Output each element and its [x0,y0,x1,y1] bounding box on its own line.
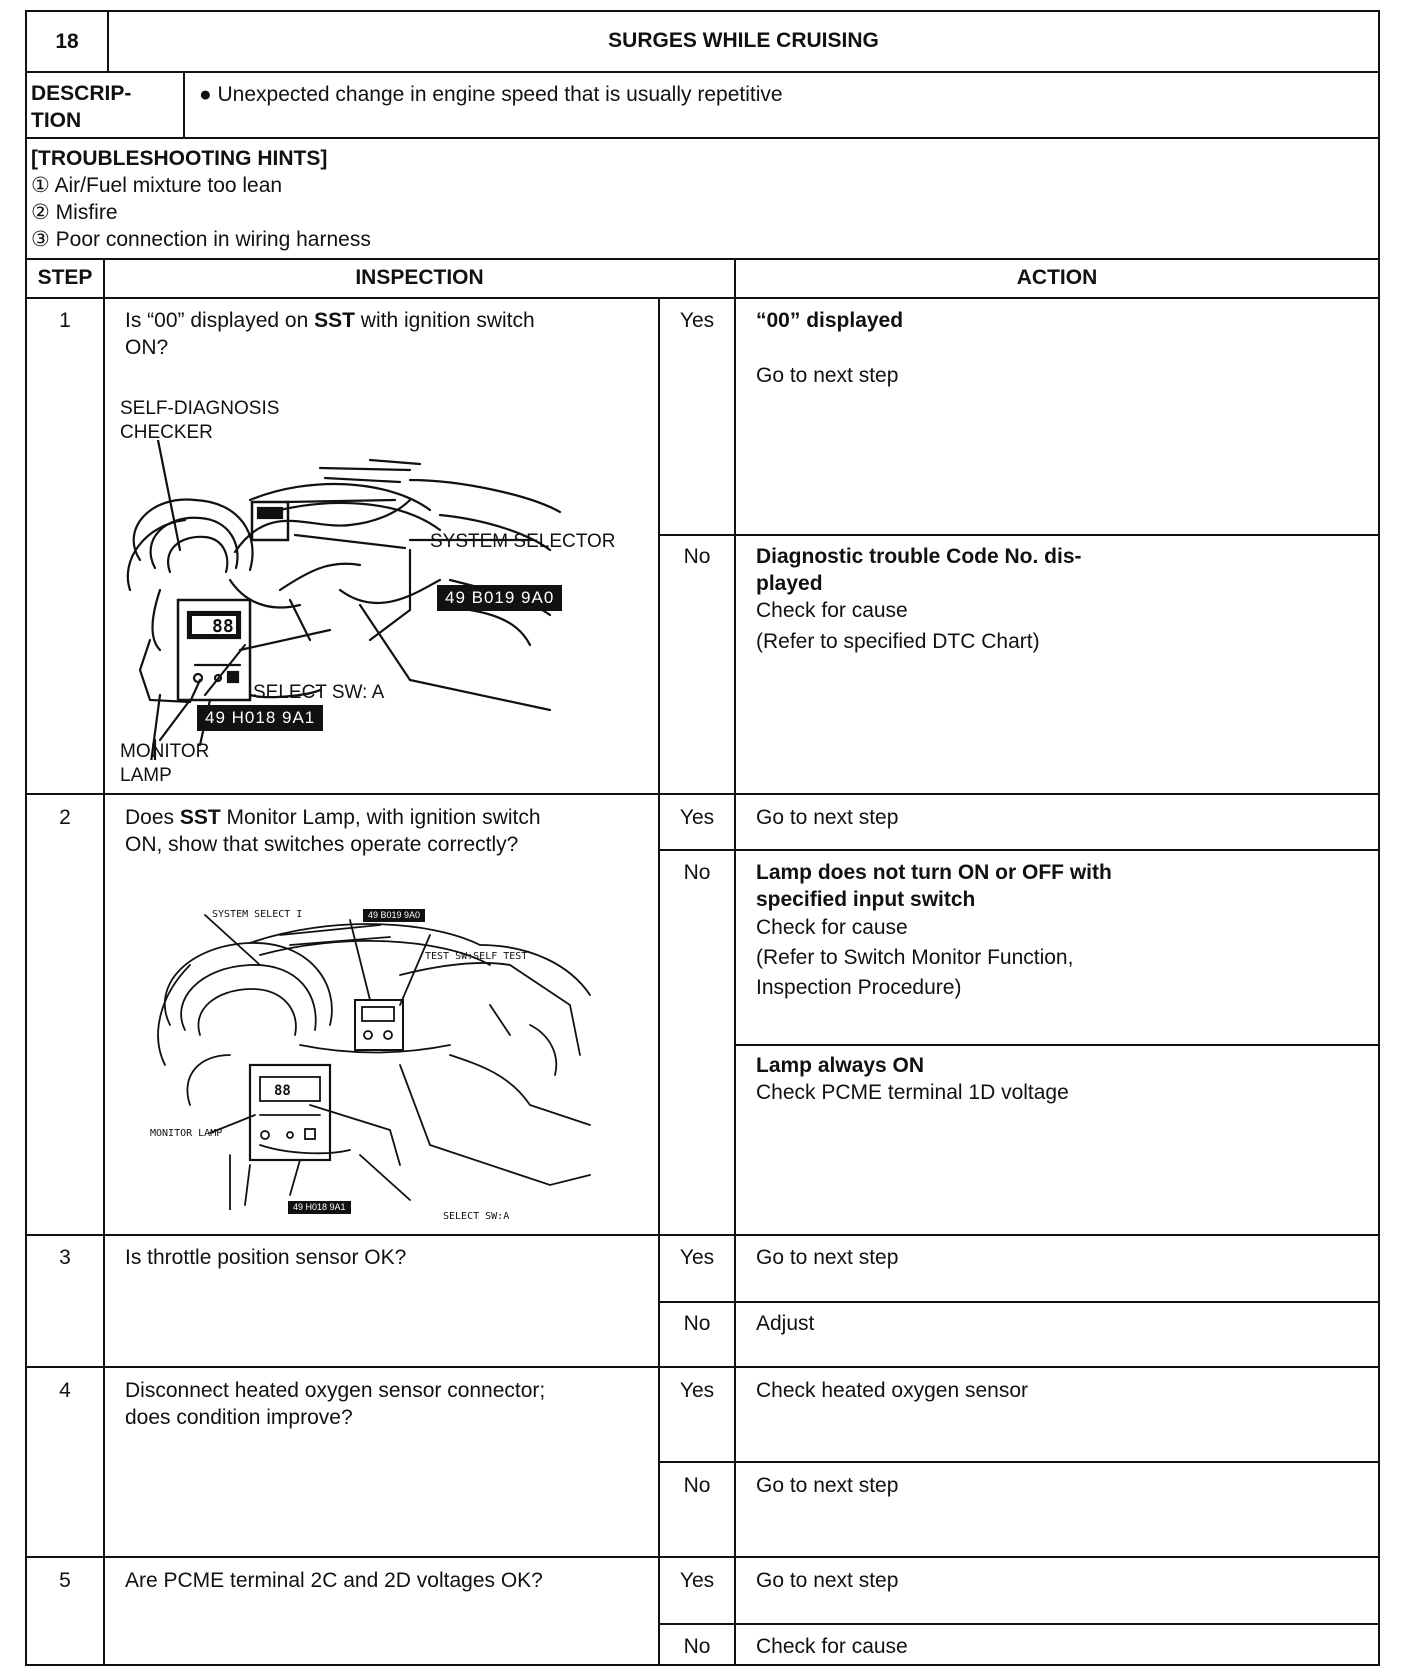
grid-line [25,1664,1380,1666]
label-system-select: SYSTEM SELECT I [212,909,303,920]
column-header-action: ACTION [1016,266,1098,289]
action-yes-text: Check heated oxygen sensor [756,1379,1029,1402]
label-monitor-lamp: LAMP [120,765,172,786]
grid-line [25,1234,1380,1236]
label-self-diagnosis-checker: SELF-DIAGNOSIS [120,398,280,419]
action-no-title: Lamp does not turn ON or OFF with [756,861,1112,884]
action-no-title: specified input switch [756,888,976,911]
grid-line [25,297,1380,299]
no-label: No [683,1312,711,1335]
checker-display-readout: 88 [212,616,234,637]
grid-line [658,1461,1380,1463]
inspection-text: Does [125,806,180,829]
procedure-number: 18 [55,30,79,53]
step-inspection: Are PCME terminal 2C and 2D voltages OK? [125,1569,543,1592]
part-number-checker: 49 H018 9A1 [197,705,323,731]
inspection-text: Monitor Lamp, with ignition switch [220,806,541,829]
hint-item: ① Air/Fuel mixture too lean [31,174,283,197]
label-monitor-lamp: MONITOR [120,741,210,762]
label-monitor-lamp: MONITOR LAMP [150,1128,223,1139]
grid-line [25,258,1380,260]
grid-line [25,793,1380,795]
label-system-selector: SYSTEM SELECTOR [430,531,616,552]
yes-label: Yes [679,1569,715,1592]
action-no-text: Check for cause [756,1635,908,1658]
step-inspection-line2: ON? [125,336,169,359]
engine-bay-illustration [110,440,655,760]
hint-item: ② Misfire [31,201,118,224]
grid-line [658,534,1380,536]
action-no-text: (Refer to Switch Monitor Function, [756,946,1074,969]
action-no-text: Check for cause [756,599,908,622]
inspection-sst: SST [314,309,355,332]
action-no-text: Check for cause [756,916,908,939]
description-label-line2: TION [31,109,82,132]
action-yes-text: Go to next step [756,1569,899,1592]
action-no-title: played [756,572,823,595]
column-header-inspection: INSPECTION [355,266,484,289]
yes-label: Yes [679,309,715,332]
action-no-text: (Refer to specified DTC Chart) [756,630,1040,653]
step-inspection [125,307,535,334]
label-select-switch: SELECT SW: A [253,682,385,703]
grid-line [658,849,1380,851]
grid-line [25,10,1380,12]
action-yes-text: Go to next step [756,1246,899,1269]
grid-line [658,1301,1380,1303]
action-extra-text: Check PCME terminal 1D voltage [756,1081,1069,1104]
grid-line [183,71,185,138]
no-label: No [683,545,711,568]
part-number-system-selector: 49 B019 9A0 [363,909,425,922]
action-extra-title: Lamp always ON [756,1054,925,1077]
part-number-checker: 49 H018 9A1 [288,1201,351,1214]
label-select-switch: SELECT SW:A [443,1211,510,1222]
no-label: No [683,1474,711,1497]
checker-display-readout: 88 [274,1083,291,1099]
grid-line [25,1556,1380,1558]
no-label: No [683,1635,711,1658]
step-inspection-line2: does condition improve? [125,1406,353,1429]
grid-line [734,258,736,1666]
action-no-text: Adjust [756,1312,815,1335]
step-number: 3 [59,1246,71,1269]
no-label: No [683,861,711,884]
step-number: 2 [59,806,71,829]
step-inspection: Disconnect heated oxygen sensor connector; [125,1379,546,1402]
page-title: SURGES WHILE CRUISING [608,29,879,52]
column-header-step: STEP [37,266,93,289]
step-number: 4 [59,1379,71,1402]
grid-line [103,258,105,1666]
step-number: 1 [59,309,71,332]
inspection-text: with ignition switch [354,309,535,332]
grid-line [25,71,1380,73]
engine-bay-illustration [150,905,620,1210]
step-inspection [125,804,541,831]
yes-label: Yes [679,806,715,829]
description-text: ● Unexpected change in engine speed that is usually repetitive [199,83,783,106]
description-label-line1: DESCRIP- [31,82,132,105]
grid-line [25,1366,1380,1368]
action-no-text: Go to next step [756,1474,899,1497]
label-self-diagnosis-checker: CHECKER [120,422,213,443]
action-yes-text: Go to next step [756,364,899,387]
grid-line [658,1623,1380,1625]
grid-line [25,137,1380,139]
grid-line [734,1044,1380,1046]
step-inspection: Is throttle position sensor OK? [125,1246,407,1269]
label-test-switch: TEST SW:SELF TEST [425,951,528,962]
action-no-text: Inspection Procedure) [756,976,962,999]
yes-label: Yes [679,1379,715,1402]
action-yes-title: “00” displayed [756,309,904,332]
yes-label: Yes [679,1246,715,1269]
action-no-title: Diagnostic trouble Code No. dis- [756,545,1082,568]
hint-item: ③ Poor connection in wiring harness [31,228,371,251]
inspection-sst: SST [179,806,221,829]
action-yes-text: Go to next step [756,806,899,829]
step-inspection-line2: ON, show that switches operate correctly? [125,833,519,856]
inspection-text: Is “00” displayed on [125,309,315,332]
step-number: 5 [59,1569,71,1592]
part-number-system-selector: 49 B019 9A0 [437,585,562,611]
hints-title: [TROUBLESHOOTING HINTS] [31,147,328,170]
